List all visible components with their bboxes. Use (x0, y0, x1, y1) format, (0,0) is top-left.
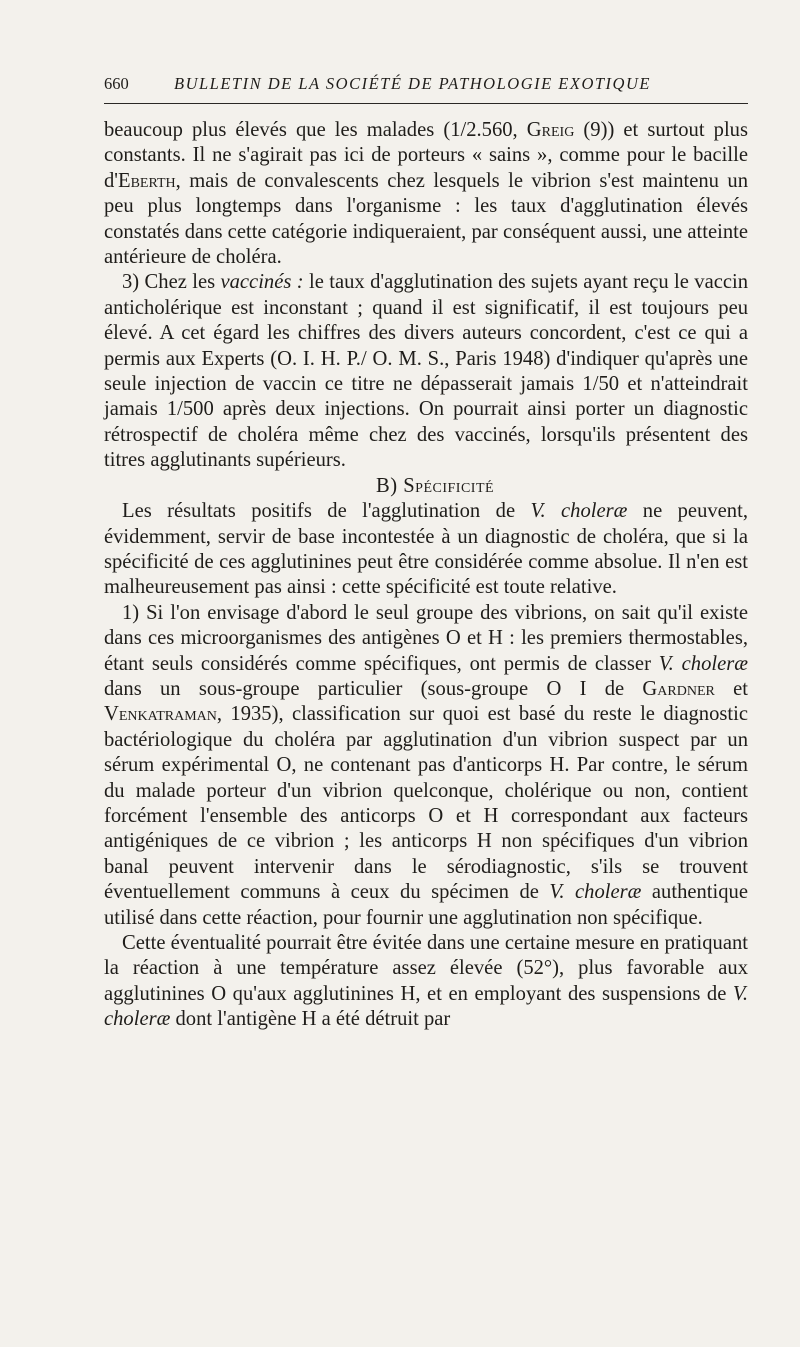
author-name: Gardner (642, 677, 715, 700)
paragraph-convalescents (104, 118, 748, 270)
text-run: dont l'antigène H a été détruit par (170, 1008, 451, 1031)
article-body (104, 118, 748, 1033)
heading-label: B) (375, 474, 404, 497)
text-run: , mais de convalescents chez lesquels le vibrion s'est maintenu un peu plus longtemps dans l'organisme : les taux d'agglutination élevés constatés dans cette catégorie indiqueraient, par conséquent aussi, une atteinte antérieure de choléra. (104, 169, 748, 269)
species-name: V. choleræ (549, 881, 642, 904)
paragraph-vaccines (104, 270, 748, 473)
page-number: 660 (104, 74, 129, 93)
author-name: Greig (526, 119, 575, 141)
species-name: V. choleræ (530, 500, 628, 523)
heading-title: Spécificité (403, 474, 495, 497)
text-run: et (714, 677, 748, 700)
text-run: Les résultats positifs de l'agglutination de (122, 500, 531, 523)
text-run: Cette éventualité pourrait être évitée dans une certaine mesure en pratiquant la réaction à une température assez élevée (52°), plus favorable aux agglutinines O qu'aux agglutinines H, et en employant des suspensions de (104, 932, 748, 1005)
section-heading-specificity (104, 474, 748, 499)
text-run: 3) Chez les (122, 271, 221, 294)
paragraph-specificity-intro (104, 499, 748, 601)
running-title: BULLETIN DE LA SOCIÉTÉ DE PATHOLOGIE EXOTIQUE (174, 74, 651, 93)
text-run: 1) Si l'on envisage d'abord le seul groupe des vibrions, on sait qu'il existe dans ces microorganismes des antigènes O et H : les premiers thermostables, étant seuls considérés comme spécifiques, ont permis de classer (104, 601, 748, 675)
text-run: ne peuvent, évidemment, servir de base incontestée à un diagnostic de choléra, que si la spécificité de ces agglutinines peut être considérée comme absolue. Il n'en est malheureusement pas ainsi : cette spécificité est toute relative. (104, 500, 748, 599)
text-run: , 1935), classification sur quoi est basé du reste le diagnostic bactériologique du choléra par agglutination d'un vibrion suspect par un sérum expérimental O, ne contenant pas d'anticorps H. Par contre, le sérum du malade porteur d'un vibrion quelconque, cholérique ou non, contient forcément l'ensemble des anticorps O et H correspondant aux facteurs antigéniques de ce vibrion ; les anticorps H non spécifiques d'un vibrion banal peuvent intervenir dans le sérodiagnostic, s'ils se trouvent éventuellement communs à ceux du spécimen de (104, 703, 748, 904)
text-run: le taux d'agglutination des sujets ayant reçu le vaccin anticholérique est inconstant ; quand il est significatif, il est toujours peu élevé. A cet égard les chiffres des divers auteurs concordent, c'est ce qui a permis aux Experts (O. I. H. P./ O. M. S., Paris 1948) d'indiquer qu'après une seule injection de vaccin ce titre ne dépasserait jamais 1/50 et n'atteindrait jamais 1/500 après deux injections. On pourrait ainsi porter un diagnostic rétrospectif de choléra même chez des vaccinés, lorsqu'ils présentent des titres agglutinants supérieurs. (104, 271, 749, 472)
text-run: beaucoup plus élevés que les malades (1/2.560, (104, 119, 527, 141)
paragraph-temperature (104, 931, 748, 1033)
author-name: Venkatraman (104, 703, 217, 726)
header-rule (104, 103, 748, 104)
species-name: V. choleræ (104, 982, 748, 1031)
text-run: (9)) et surtout plus constants. Il ne s'agirait pas ici de porteurs « sains », comme pour le bacille d' (104, 119, 748, 192)
paragraph-vibrion-group (104, 601, 748, 931)
author-name: Eberth (118, 169, 176, 192)
emphasis: vaccinés : (220, 271, 304, 294)
species-name: V. choleræ (658, 652, 748, 675)
text-run: dans un sous-groupe particulier (sous-groupe O I de (104, 677, 643, 700)
text-run: authentique utilisé dans cette réaction, pour fournir une agglutination non spécifique. (104, 881, 748, 929)
